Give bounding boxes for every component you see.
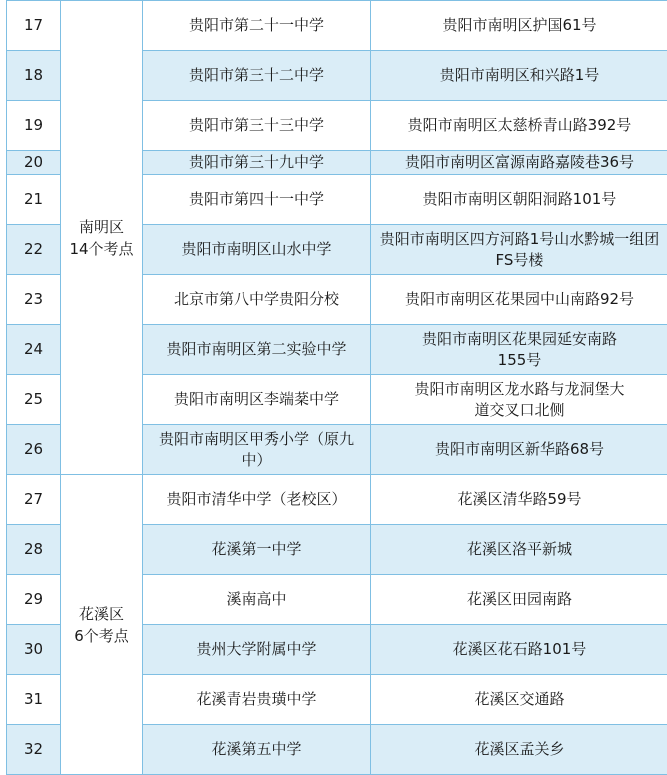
table-row [7, 475, 667, 525]
school-name: 花溪第一中学 [143, 525, 371, 575]
row-number: 21 [7, 175, 61, 225]
school-address: 贵阳市南明区龙水路与龙洞堡大道交叉口北侧 [371, 375, 667, 425]
school-name: 贵阳市第三十三中学 [143, 101, 371, 151]
school-name: 贵阳市南明区甲秀小学（原九中） [143, 425, 371, 475]
row-number: 17 [7, 1, 61, 51]
school-name: 北京市第八中学贵阳分校 [143, 275, 371, 325]
school-address: 花溪区交通路 [371, 675, 667, 725]
school-name: 贵阳市第四十一中学 [143, 175, 371, 225]
row-number: 22 [7, 225, 61, 275]
school-address: 贵阳市南明区太慈桥青山路392号 [371, 101, 667, 151]
district-cell [61, 1, 143, 475]
school-name: 贵阳市南明区李端棻中学 [143, 375, 371, 425]
row-number: 32 [7, 725, 61, 775]
school-address: 贵阳市南明区朝阳洞路101号 [371, 175, 667, 225]
school-address: 花溪区清华路59号 [371, 475, 667, 525]
row-number: 30 [7, 625, 61, 675]
row-number: 18 [7, 51, 61, 101]
school-name: 溪南高中 [143, 575, 371, 625]
school-address: 贵阳市南明区富源南路嘉陵巷36号 [371, 151, 667, 175]
row-number: 29 [7, 575, 61, 625]
school-name: 贵州大学附属中学 [143, 625, 371, 675]
school-name: 贵阳市清华中学（老校区） [143, 475, 371, 525]
school-name: 贵阳市南明区第二实验中学 [143, 325, 371, 375]
row-number: 27 [7, 475, 61, 525]
district-count: 14个考点 [63, 238, 140, 260]
school-address: 贵阳市南明区花果园中山南路92号 [371, 275, 667, 325]
school-name: 花溪青岩贵璜中学 [143, 675, 371, 725]
row-number: 26 [7, 425, 61, 475]
table-row [7, 1, 667, 51]
school-name: 花溪第五中学 [143, 725, 371, 775]
exam-sites-table [6, 0, 667, 775]
row-number: 23 [7, 275, 61, 325]
school-address: 花溪区田园南路 [371, 575, 667, 625]
school-address: 贵阳市南明区护国61号 [371, 1, 667, 51]
school-name: 贵阳市第三十九中学 [143, 151, 371, 175]
district-count: 6个考点 [63, 625, 140, 647]
table-body [7, 1, 667, 775]
school-name: 贵阳市南明区山水中学 [143, 225, 371, 275]
school-address: 贵阳市南明区四方河路1号山水黔城一组团FS号楼 [371, 225, 667, 275]
row-number: 24 [7, 325, 61, 375]
row-number: 19 [7, 101, 61, 151]
school-name: 贵阳市第三十二中学 [143, 51, 371, 101]
row-number: 28 [7, 525, 61, 575]
row-number: 25 [7, 375, 61, 425]
school-address: 花溪区孟关乡 [371, 725, 667, 775]
school-address: 贵阳市南明区新华路68号 [371, 425, 667, 475]
school-address: 贵阳市南明区和兴路1号 [371, 51, 667, 101]
school-address: 贵阳市南明区花果园延安南路155号 [371, 325, 667, 375]
row-number: 20 [7, 151, 61, 175]
district-cell [61, 475, 143, 775]
row-number: 31 [7, 675, 61, 725]
school-name: 贵阳市第二十一中学 [143, 1, 371, 51]
district-name: 南明区 [63, 216, 140, 238]
district-name: 花溪区 [63, 603, 140, 625]
school-address: 花溪区洛平新城 [371, 525, 667, 575]
school-address: 花溪区花石路101号 [371, 625, 667, 675]
